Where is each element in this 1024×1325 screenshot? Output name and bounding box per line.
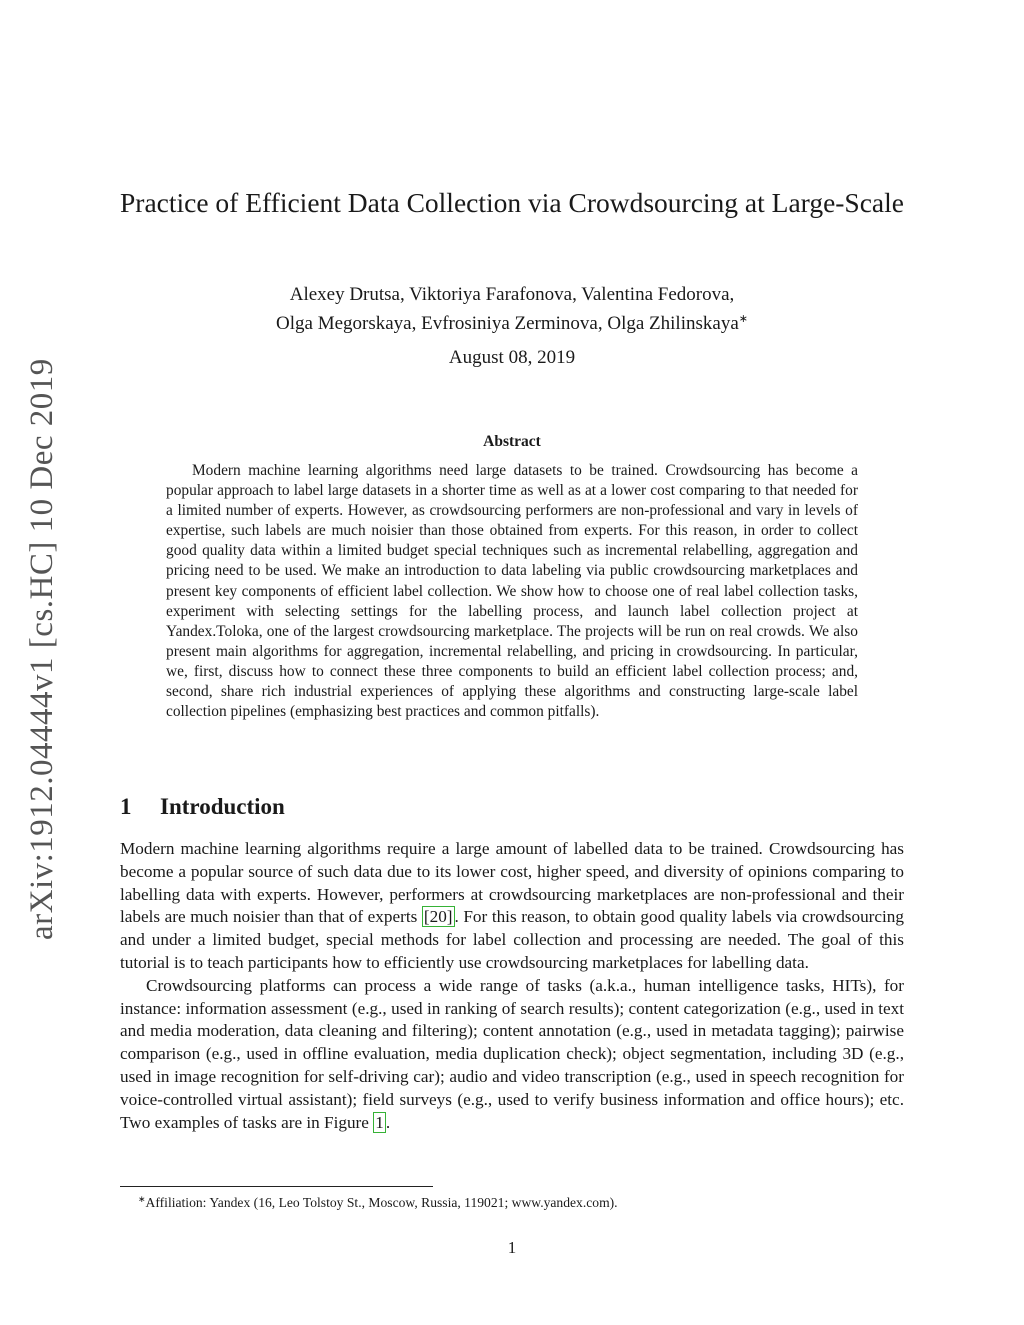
author-list: [120, 282, 904, 336]
intro-p1-text-b: . For this reason, to obtain good quality labels via crowdsourcing and under a limited budget, special methods for label collection and processing are needed. The goal of this tutorial is to teach participants how to efficiently use crowdsourcing marketplaces for labelling data.: [120, 907, 904, 972]
intro-paragraph-1: [120, 838, 904, 975]
author-line-2-text: Olga Megorskaya, Evfrosiniya Zerminova, Olga Zhilinskaya: [276, 313, 739, 334]
footnote-divider: [120, 1186, 433, 1187]
section-title: Introduction: [160, 794, 285, 819]
intro-p2-text-b: .: [385, 1112, 391, 1132]
abstract-heading: Abstract: [483, 433, 541, 450]
citation-link[interactable]: [20]: [423, 907, 453, 927]
publication-date: August 08, 2019: [448, 347, 576, 368]
footnote-text: Affiliation: Yandex (16, Leo Tolstoy St., Moscow, Russia, 119021; www.yandex.com).: [145, 1195, 618, 1210]
intro-p2-text-a: Crowdsourcing platforms can process a wide range of tasks (a.k.a., human intelligence tasks, HITs), for instance: information assessment (e.g., used in ranking of search results); content categorization (e.g., used in text and media moderation, data cleaning and filtering); content annotation (e.g., used in metadata tagging); pairwise comparison (e.g., used in offline evaluation, media duplication check); object segmentation, including 3D (e.g., used in image recognition for self-driving car); audio and video transcription (e.g., used in speech recognition for voice-controlled virtual assistant); field surveys (e.g., used to verify business information and office hours); etc. Two examples of tasks are in Figure: [120, 975, 904, 1132]
affiliation-footnote: [120, 1190, 904, 1212]
introduction-body: [120, 838, 904, 1134]
author-line-2: [120, 307, 904, 336]
footnote-mark: ∗: [138, 1194, 146, 1204]
author-line-1: Alexey Drutsa, Viktoriya Farafonova, Valentina Fedorova,: [289, 284, 735, 305]
section-number: 1: [120, 794, 132, 819]
section-heading: [120, 792, 720, 822]
figure-ref-link[interactable]: 1: [375, 1112, 384, 1132]
abstract-text: Modern machine learning algorithms need large datasets to be trained. Crowdsourcing has become a popular approach to label large datasets in a shorter time as well as at a lower cost comparing to that needed for a limited number of experts. However, as crowdsourcing performers are non-professional and vary in levels of expertise, such labels are much noisier than those obtained from experts. For this reason, in order to collect good quality data within a limited budget special techniques such as incremental relabelling, aggregation and pricing need to be used. We make an introduction to data labeling via public crowdsourcing marketplaces and present key components of efficient label collection. We show how to choose one of real label collection tasks, experiment with selecting settings for the labelling process, and launch label collection project at Yandex.Toloka, one of the largest crowdsourcing marketplace. The projects will be run on real crowds. We also present main algorithms for aggregation, incremental relabelling, and pricing in crowdsourcing. In particular, we, first, discuss how to connect these three components to build an efficient label collection process; and, second, share rich industrial experiences of applying these algorithms and constructing large-scale label collection pipelines (emphasizing best practices and common pitfalls).: [166, 462, 858, 721]
paper-title: Practice of Efficient Data Collection via Crowdsourcing at Large-Scale: [120, 187, 904, 218]
intro-paragraph-2: [120, 975, 904, 1135]
author-footnote-mark: ∗: [738, 313, 748, 325]
intro-p1-text-a: Modern machine learning algorithms require a large amount of labelled data to be trained. Crowdsourcing has become a popular source of such data due to its lower cost, higher speed, and diversity of opinions comparing to labelling data with experts. However, performers at crowdsourcing marketplaces are non-professional and their labels are much noisier than that of experts: [120, 839, 904, 927]
page-number: 1: [507, 1238, 517, 1257]
arxiv-identifier: arXiv:1912.04444v1 [cs.HC] 10 Dec 2019: [24, 358, 60, 940]
